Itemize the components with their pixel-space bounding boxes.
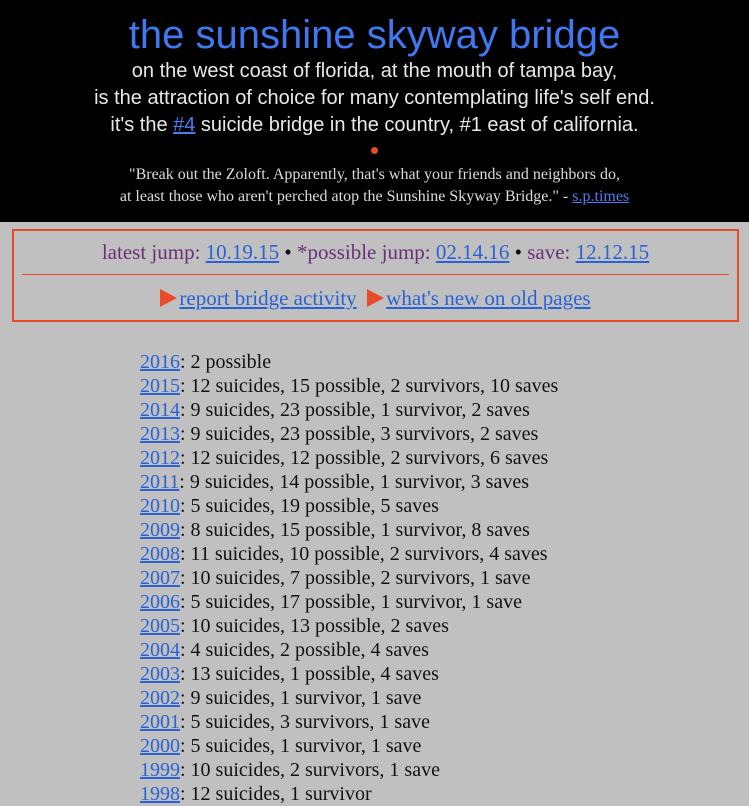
year-row [140, 374, 558, 398]
latest-jump-link[interactable]: 10.19.15 [205, 240, 280, 264]
year-link-2000[interactable]: 2000 [140, 735, 180, 757]
tagline-line-2: is the attraction of choice for many contemplating life's self end. [94, 87, 655, 109]
year-summary: : 12 suicides, 12 possible, 2 survivors, 6 saves [180, 447, 549, 469]
year-link-2004[interactable]: 2004 [140, 639, 180, 661]
year-link-2003[interactable]: 2003 [140, 663, 180, 685]
year-link-2012[interactable]: 2012 [140, 447, 180, 469]
year-summary: : 5 suicides, 1 survivor, 1 save [180, 735, 422, 757]
year-summary: : 10 suicides, 7 possible, 2 survivors, 1 save [180, 567, 531, 589]
save-label: save: [527, 240, 576, 264]
year-summary: : 9 suicides, 14 possible, 1 survivor, 3 saves [179, 471, 529, 493]
status-box [12, 229, 739, 322]
tagline-line-1: on the west coast of florida, at the mouth of tampa bay, [131, 60, 618, 82]
year-row [140, 710, 558, 734]
year-summary: : 9 suicides, 1 survivor, 1 save [180, 687, 422, 709]
year-link-2005[interactable]: 2005 [140, 615, 180, 637]
year-row [140, 470, 558, 494]
year-row [140, 734, 558, 758]
year-row [140, 614, 558, 638]
tagline-line-3-post: suicide bridge in the country, #1 east of california. [195, 114, 639, 136]
year-link-2014[interactable]: 2014 [140, 399, 180, 421]
year-summary: : 13 suicides, 1 possible, 4 saves [180, 663, 439, 685]
year-link-2009[interactable]: 2009 [140, 519, 180, 541]
year-link-2002[interactable]: 2002 [140, 687, 180, 709]
year-link-2010[interactable]: 2010 [140, 495, 180, 517]
year-row [140, 494, 558, 518]
year-row [140, 566, 558, 590]
year-summary: : 5 suicides, 3 survivors, 1 save [180, 711, 430, 733]
arrow-right-icon [367, 289, 384, 307]
latest-jump-label: latest jump: [101, 240, 206, 264]
year-row [140, 758, 558, 782]
year-summary: : 10 suicides, 13 possible, 2 saves [180, 615, 449, 637]
quote-line-1: "Break out the Zoloft. Apparently, that's what your friends and neighbors do, [129, 166, 620, 183]
year-row [140, 638, 558, 662]
year-link-2011[interactable]: 2011 [140, 471, 180, 493]
status-divider [22, 274, 729, 275]
possible-jump-label: *possible jump: [297, 240, 436, 264]
tagline-line-3 [0, 112, 749, 139]
year-row [140, 782, 558, 806]
year-row [140, 350, 558, 374]
quote-line-2-text: at least those who aren't perched atop the Sunshine Skyway Bridge." - [119, 188, 573, 205]
save-link[interactable]: 12.12.15 [575, 240, 650, 264]
year-link-2007[interactable]: 2007 [140, 567, 180, 589]
year-summary: : 5 suicides, 17 possible, 1 survivor, 1 save [180, 591, 522, 613]
year-row [140, 662, 558, 686]
year-link-1998[interactable]: 1998 [140, 783, 180, 805]
bullet-separator: • [509, 240, 528, 264]
year-row [140, 518, 558, 542]
year-link-2006[interactable]: 2006 [140, 591, 180, 613]
year-list [140, 350, 558, 806]
year-row [140, 398, 558, 422]
whats-new-link[interactable]: what's new on old pages [386, 286, 591, 310]
year-summary: : 12 suicides, 15 possible, 2 survivors, 10 saves [180, 375, 559, 397]
year-row [140, 446, 558, 470]
year-summary: : 11 suicides, 10 possible, 2 survivors, 4 saves [180, 543, 548, 565]
arrow-right-icon [160, 289, 177, 307]
report-bridge-activity-link[interactable]: report bridge activity [179, 286, 357, 310]
possible-jump-link[interactable]: 02.14.16 [435, 240, 510, 264]
year-summary: : 9 suicides, 23 possible, 3 survivors, 2 saves [180, 423, 539, 445]
year-row [140, 422, 558, 446]
year-row [140, 542, 558, 566]
year-link-1999[interactable]: 1999 [140, 759, 180, 781]
year-summary: : 10 suicides, 2 survivors, 1 save [180, 759, 440, 781]
year-link-2013[interactable]: 2013 [140, 423, 180, 445]
year-link-2016[interactable]: 2016 [140, 351, 180, 373]
status-line [14, 231, 737, 265]
rank-4-link[interactable]: #4 [173, 114, 196, 136]
year-row [140, 686, 558, 710]
year-link-2008[interactable]: 2008 [140, 543, 180, 565]
year-summary: : 4 suicides, 2 possible, 4 saves [180, 639, 429, 661]
tagline-line-3-pre: it's the [110, 114, 174, 136]
year-summary: : 12 suicides, 1 survivor [180, 783, 372, 805]
year-summary: : 5 suicides, 19 possible, 5 saves [180, 495, 439, 517]
year-summary: : 9 suicides, 23 possible, 1 survivor, 2 saves [180, 399, 530, 421]
sp-times-link[interactable]: s.p.times [572, 188, 630, 205]
year-summary: : 8 suicides, 15 possible, 1 survivor, 8 saves [180, 519, 530, 541]
year-link-2015[interactable]: 2015 [140, 375, 180, 397]
quote-line-2 [0, 186, 749, 208]
year-row [140, 590, 558, 614]
bullet-separator: • [279, 240, 298, 264]
site-title: the sunshine skyway bridge [128, 13, 621, 57]
status-links [14, 285, 737, 311]
year-summary: : 2 possible [180, 351, 272, 373]
site-header [0, 0, 749, 222]
year-link-2001[interactable]: 2001 [140, 711, 180, 733]
red-dot-icon [371, 147, 378, 154]
